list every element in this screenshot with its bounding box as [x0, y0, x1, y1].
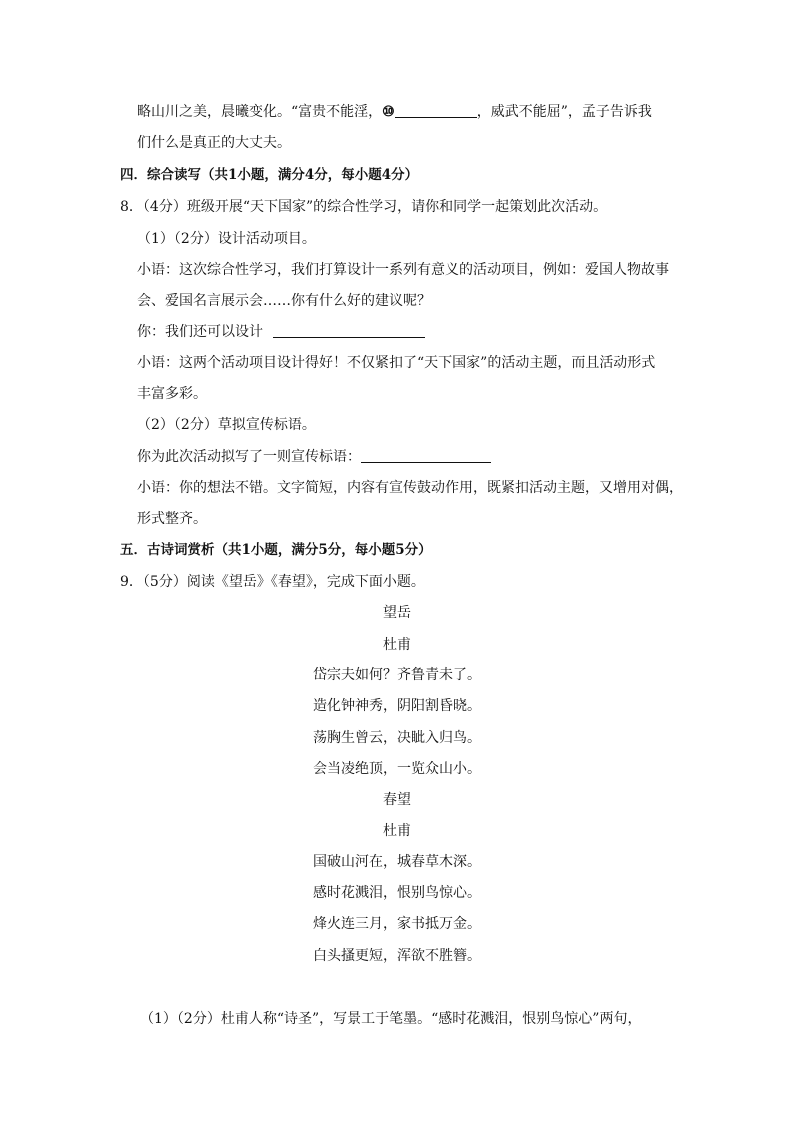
poem-1-line: 荡胸生曾云，决眦入归鸟。: [313, 730, 481, 746]
section-4-heading: 四．综合读写（共1小题，满分4分，每小题4分）: [120, 167, 419, 183]
poem-1-title: 望岳: [383, 605, 411, 621]
poem-2-author: 杜甫: [383, 823, 411, 839]
section-5-heading: 五．古诗词赏析（共1小题，满分5分，每小题5分）: [120, 542, 432, 558]
poem-2-line: 感时花溅泪，恨别鸟惊心。: [313, 885, 481, 901]
poem-1-line: 岱宗夫如何？齐鲁青未了。: [313, 667, 481, 683]
q9-sub1-stem: （1）（2分）杜甫人称“诗圣”，写景工于笔墨。“感时花溅泪，恨别鸟惊心”两句，: [140, 1011, 642, 1027]
poem-2-line: 国破山河在，城春草木深。: [313, 854, 481, 870]
q8-slogan-text: 你为此次活动拟写了一则宣传标语：: [137, 449, 361, 465]
blank-marker: ⑩: [382, 104, 395, 120]
q8-reply-line-2: 丰富多彩。: [137, 386, 207, 402]
q8-part1-title: （1）（2分）设计活动项目。: [137, 231, 316, 247]
poem-fill-text-b: ，威武不能屈”，孟子告诉我: [476, 104, 652, 120]
poem-2-line: 白头搔更短，浑欲不胜簪。: [313, 948, 481, 964]
q8-reply-line-1: 小语：这两个活动项目设计得好！不仅紧扣了“天下国家”的活动主题，而且活动形式: [137, 355, 656, 371]
answer-blank-activity[interactable]: [273, 323, 425, 338]
poem-2-line: 烽火连三月，家书抵万金。: [313, 916, 481, 932]
poem-fill-line-2: 们什么是真正的大丈夫。: [137, 135, 291, 151]
answer-blank-slogan[interactable]: [361, 448, 491, 463]
answer-blank-10[interactable]: [395, 103, 477, 118]
q8-slogan-line: [137, 448, 491, 466]
q8-feedback-line-2: 形式整齐。: [137, 511, 207, 527]
question-9-stem: 9．（5分）阅读《望岳》《春望》，完成下面小题。: [120, 574, 425, 590]
q8-xiaoyu-line-2: 会、爱国名言展示会……你有什么好的建议呢？: [137, 293, 431, 309]
poem-1-line: 造化钟神秀，阴阳割昏晓。: [313, 698, 481, 714]
poem-1-author: 杜甫: [383, 637, 411, 653]
q8-xiaoyu-line-1: 小语：这次综合性学习，我们打算设计一系列有意义的活动项目，例如：爱国人物故事: [137, 262, 669, 278]
question-8-stem: 8．（4分）班级开展“天下国家”的综合性学习，请你和同学一起策划此次活动。: [120, 199, 608, 215]
poem-fill-line-1: [137, 103, 652, 121]
poem-fill-text-a: 略山川之美，晨曦变化。“富贵不能淫，: [137, 104, 383, 120]
q8-feedback-line-1: 小语：你的想法不错。文字简短，内容有宣传鼓动作用，既紧扣活动主题，又增用对偶，: [137, 480, 683, 496]
q8-you-line: [137, 323, 425, 341]
poem-2-title: 春望: [383, 792, 411, 808]
q8-you-text: 你：我们还可以设计: [137, 324, 263, 340]
q8-part2-title: （2）（2分）草拟宣传标语。: [137, 417, 316, 433]
poem-1-line: 会当凌绝顶，一览众山小。: [313, 761, 481, 777]
